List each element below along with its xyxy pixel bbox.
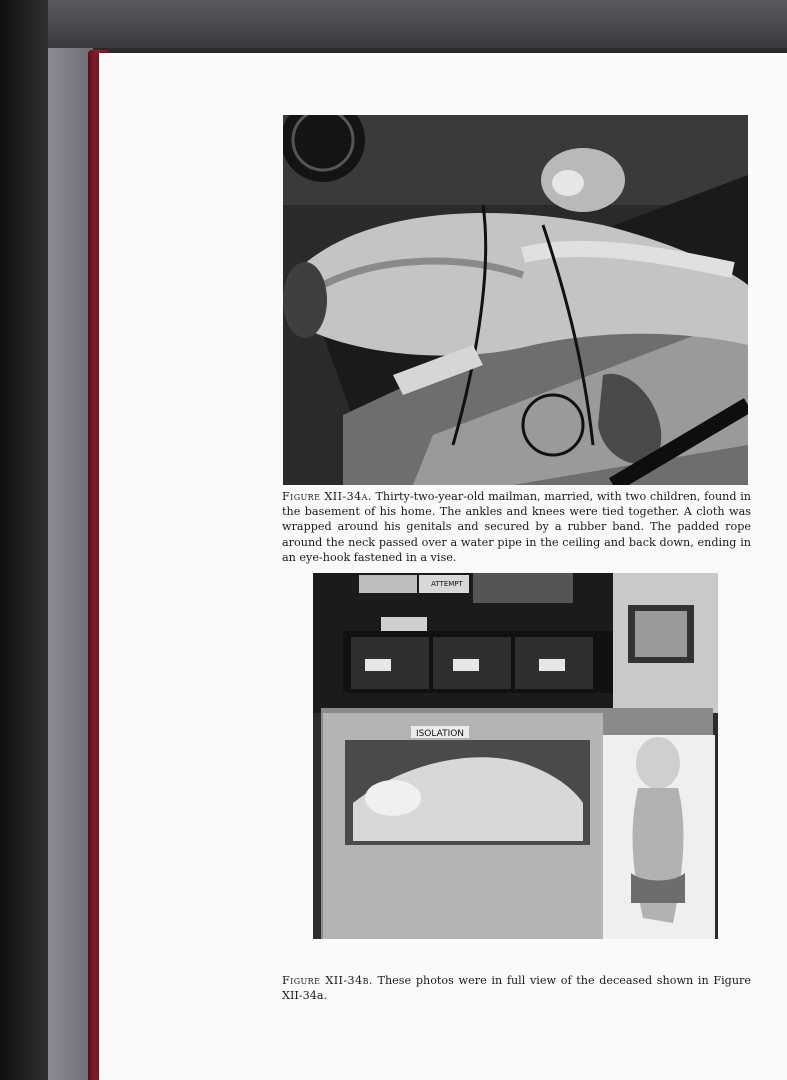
figure-photo-a (283, 115, 748, 485)
figure-a-caption (282, 489, 751, 565)
background-wall (48, 48, 93, 1080)
figure-b-caption-text: These photos were in full view of the deceased shown in Figure XII-34a. (282, 974, 752, 1003)
book-page (99, 53, 787, 1080)
background-dark-edge (0, 0, 48, 1080)
figure-photo-b (313, 573, 718, 939)
photo-a-image (283, 115, 748, 485)
figure-a-caption-text: Thirty-two-year-old mailman, married, with two children, found in the basement of his home. The ankles and knees were tied together. A cloth was wrapped around his genitals and secured by a rubber band. The padded rope around the neck passed over a water pipe in the ceiling and back down, ending in an eye-hook fastened in a vise. (282, 490, 751, 564)
photo-b-image (313, 573, 718, 939)
figure-b-label: Figure XII-34b. (282, 974, 373, 987)
attempt-sign-text: ATTEMPT (431, 580, 463, 588)
figure-b-caption (282, 973, 751, 1003)
figure-a-label: Figure XII-34a. (282, 490, 372, 503)
background-top (48, 0, 787, 48)
isolation-sign-text: ISOLATION (415, 729, 465, 739)
